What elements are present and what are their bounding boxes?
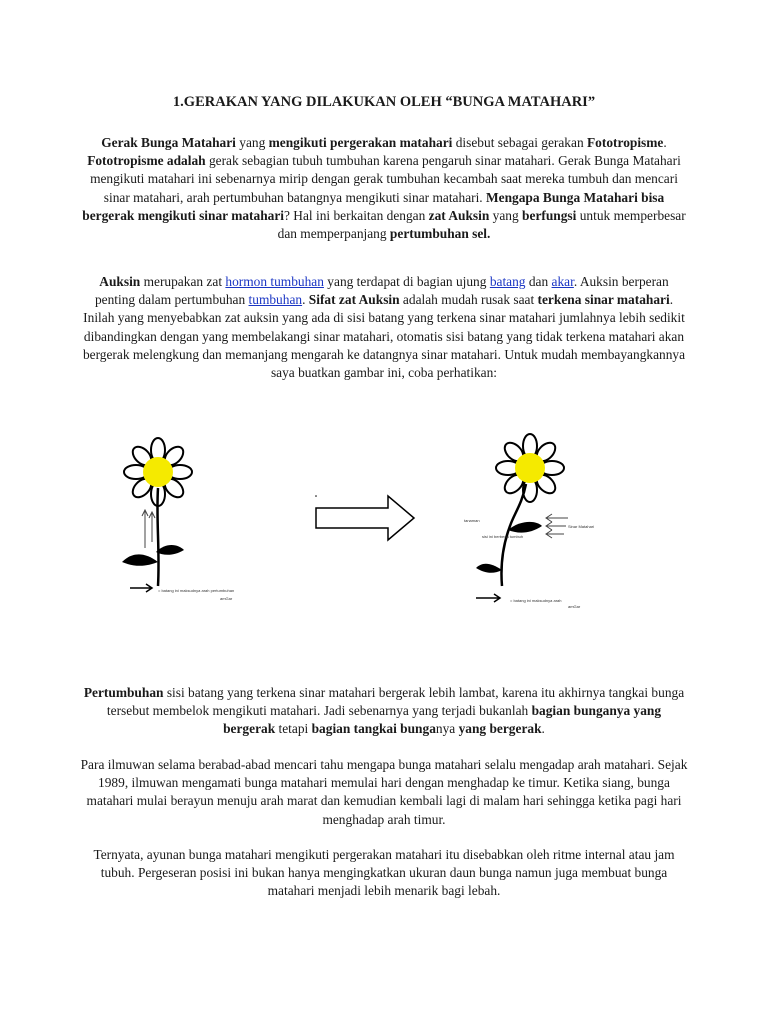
left-figure-label: = batang ini maksudnya arah pertumbuhan (158, 588, 235, 593)
right-figure-signature: amGar (568, 604, 581, 609)
right-figure-label-bottom: = batang ini maksudnya arah (510, 598, 562, 603)
right-figure-label-plant: tanaman (464, 518, 480, 523)
paragraph-ritme-internal: Ternyata, ayunan bunga matahari mengikuti pergerakan matahari itu disebabkan oleh ritme internal atau jam tubuh. Pergeseran posisi ini bukan hanya mengingkatkan ukuran daun bunga namun juga membuat bunga matahari menjadi lebih menarik bagi lebah. (93, 847, 675, 899)
link-tumbuhan[interactable]: tumbuhan (248, 292, 303, 308)
paragraph-auksin: Auksin merupakan zat hormon tumbuhan yang terdapat di bagian ujung batang dan akar. Auksin berperan penting dalam pertumbuhan tumbuhan. Sifat zat Auksin adalah mudah rusak saat terkena sinar matahari. Inilah yang menyebabkan zat auksin yang ada di sisi batang yang terkena sinar matahari jumlahnya lebih sedikit dibandingkan dengan yang membelakangi sinar matahari, otomatis sisi batang yang tidak terkena matahari akan bergerak melengkung dan memanjang mengarah ke datangnya sinar matahari. Untuk mudah membayangkannya saya buatkan gambar ini, coba perhatikan: (82, 274, 686, 381)
transition-arrow-icon (315, 495, 414, 540)
link-hormon-tumbuhan[interactable]: hormon tumbuhan (225, 274, 324, 289)
left-figure-signature: amGar (220, 596, 233, 601)
sunflower-illustration (90, 430, 610, 620)
link-akar[interactable]: akar (551, 274, 574, 289)
paragraph-fototropisme: Gerak Bunga Matahari yang mengikuti pergerakan matahari disebut sebagai gerakan Fototropisme. Fototropisme adalah gerak sebagian tubuh tumbuhan karena pengaruh sinar matahari. Gerak Bunga Matahari mengikuti matahari ini sebenarnya mirip dengan gerak tumbuhan kecambah saat mereka tumbuh dan mencari sinar matahari, arah pertumbuhan batangnya mengikuti sinar matahari. Mengapa Bunga Matahari bisa bergerak mengikuti sinar matahari? Hal ini berkaitan dengan zat Auksin yang berfungsi untuk memperbesar dan memperpanjang pertumbuhan sel. (82, 135, 686, 242)
bending-sunflower (464, 434, 594, 609)
paragraph-ilmuwan: Para ilmuwan selama berabad-abad mencari tahu mengapa bunga matahari selalu mengadap arah matahari. Sejak 1989, ilmuwan mengamati bunga matahari memulai hari dengan menghadap ke timur. Ketika siang, bunga matahari mulai berayun menuju arah marat dan kemudian kembali lagi di malam hari sehingga ketika pagi hari menghadap arah timur. (80, 757, 688, 827)
right-figure-label-sun: Sinar Matahari (568, 524, 595, 529)
link-batang[interactable]: batang (489, 274, 526, 289)
right-figure-label-side: sisi ini berbeda tumbuh (482, 534, 524, 539)
upright-sunflower (122, 438, 234, 601)
page-title: 1.GERAKAN YANG DILAKUKAN OLEH “BUNGA MATAHARI” (172, 94, 596, 110)
paragraph-pertumbuhan: Pertumbuhan sisi batang yang terkena sinar matahari bergerak lebih lambat, karena itu akhirnya tangkai bunga tersebut membelok mengikuti matahari. Jadi sebenarnya yang terjadi bukanlah bagian bunganya yang bergerak tetapi bagian tangkai bunganya yang bergerak. (83, 685, 685, 737)
